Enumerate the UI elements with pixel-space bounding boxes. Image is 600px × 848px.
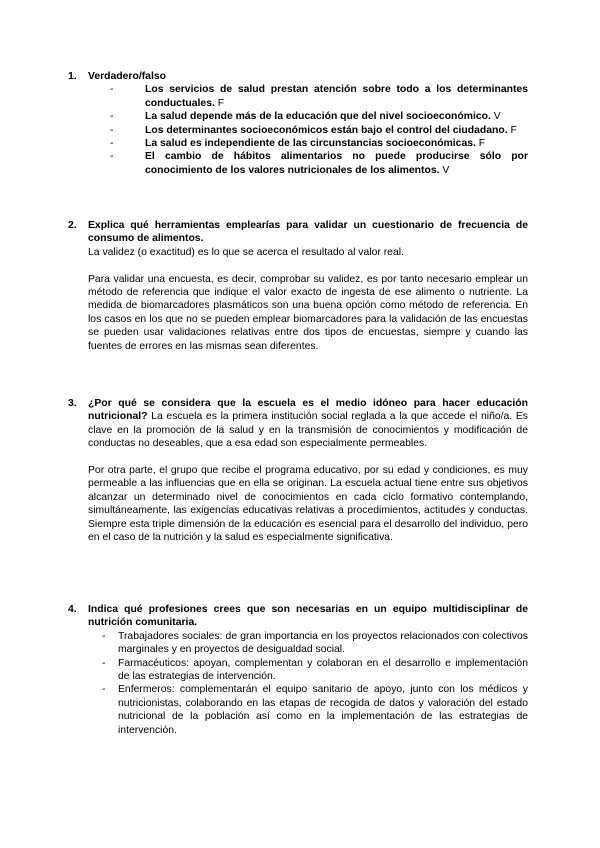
list-item: - Farmacéuticos: apoyan, complementan y colaboran en el desarrollo e implementación de las estrategias de intervención. bbox=[102, 657, 528, 683]
question-3-paragraph-2: Por otra parte, el grupo que recibe el programa educativo, por su edad y condiciones, es muy permeable a las influencias que en ella se originan. La escuela actual tiene entre sus objetivos alcanzar un determinado nivel de conocimientos en cada ciclo formativo contemplando, simultáneamente, las exigencias educativas relativas a procedimientos, actitudes y conductas. Siempre esta triple dimensión de la educación es esencial para el desarrollo del individuo, pero en el caso de la nutrición y la salud es especialmente significativa. bbox=[88, 465, 528, 544]
question-1-number: 1. bbox=[68, 71, 77, 82]
question-4 bbox=[68, 603, 528, 737]
question-3-paragraph-1: La escuela es la primera institución social reglada a la que accede el niño/a. Es clave en la promoción de la salud y en la transmisión de conocimientos y modificación de conductas no deseables, que a esa edad son especialmente permeables. bbox=[88, 411, 529, 450]
question-1 bbox=[68, 70, 528, 177]
question-1-title: Verdadero/falso bbox=[88, 71, 166, 82]
list-item: - Trabajadores sociales: de gran importancia en los proyectos relacionados con colectivos marginales y en proyectos de desigualdad social. bbox=[102, 630, 528, 656]
answer-label: V bbox=[493, 111, 501, 123]
answer-label: F bbox=[510, 124, 517, 136]
answer-label: F bbox=[478, 138, 486, 150]
question-2-title: Explica qué herramientas emplearías para validar un cuestionario de frecuencia de consumo de alimentos. bbox=[88, 220, 528, 245]
answer-label: F bbox=[217, 97, 225, 109]
question-4-title: Indica qué profesiones crees que son necesarias en un equipo multidisciplinar de nutrición comunitaria. bbox=[88, 604, 528, 629]
list-item: - El cambio de hábitos alimentarios no puede producirse sólo por conocimiento de los valores nutricionales de los alimentos. V bbox=[110, 151, 528, 176]
answer-label: V bbox=[442, 164, 450, 176]
question-2-number: 2. bbox=[68, 220, 77, 231]
question-3-body bbox=[88, 397, 528, 451]
question-2-paragraph-1: La validez (o exactitud) es lo que se acerca el resultado al valor real. bbox=[88, 246, 404, 258]
question-2-paragraph-2: Para validar una encuesta, es decir, comprobar su validez, es por tanto necesario emplear un método de referencia que indique el valor exacto de ingesta de ese alimento o nutriente. La medida de biomarcadores plasmáticos son una buena opción como método de referencia. En los casos en los que no se pueden emplear biomarcadores para la validación de las encuestas se pueden usar validaciones relativas entre dos tipos de encuestas, siempre y cuando las fuentes de errores en las mismas sean diferentes. bbox=[88, 273, 528, 352]
question-3-number: 3. bbox=[68, 398, 77, 409]
list-item: - La salud depende más de la educación que del nivel socioeconómico. V bbox=[110, 111, 501, 123]
question-2 bbox=[68, 219, 528, 353]
question-4-number: 4. bbox=[68, 604, 77, 615]
list-item: - Los servicios de salud prestan atención sobre todo a los determinantes conductuales. F bbox=[110, 84, 528, 109]
question-3-title: ¿Por qué se considera que la escuela es el medio idóneo para hacer educación nutricional? bbox=[88, 398, 528, 423]
list-item: - Los determinantes socioeconómicos están bajo el control del ciudadano. F bbox=[110, 124, 517, 136]
list-item: - La salud es independiente de las circunstancias socioeconómicas. F bbox=[110, 138, 486, 150]
list-item: - Enfermeros: complementarán el equipo sanitario de apoyo, junto con los médicos y nutricionistas, colaborando en las etapas de recogida de datos y valoración del estado nutricional de la población así como en la implementación de las estrategias de intervención. bbox=[102, 684, 528, 736]
question-3 bbox=[68, 397, 529, 544]
professions-list bbox=[88, 630, 528, 737]
true-false-list bbox=[110, 83, 528, 177]
